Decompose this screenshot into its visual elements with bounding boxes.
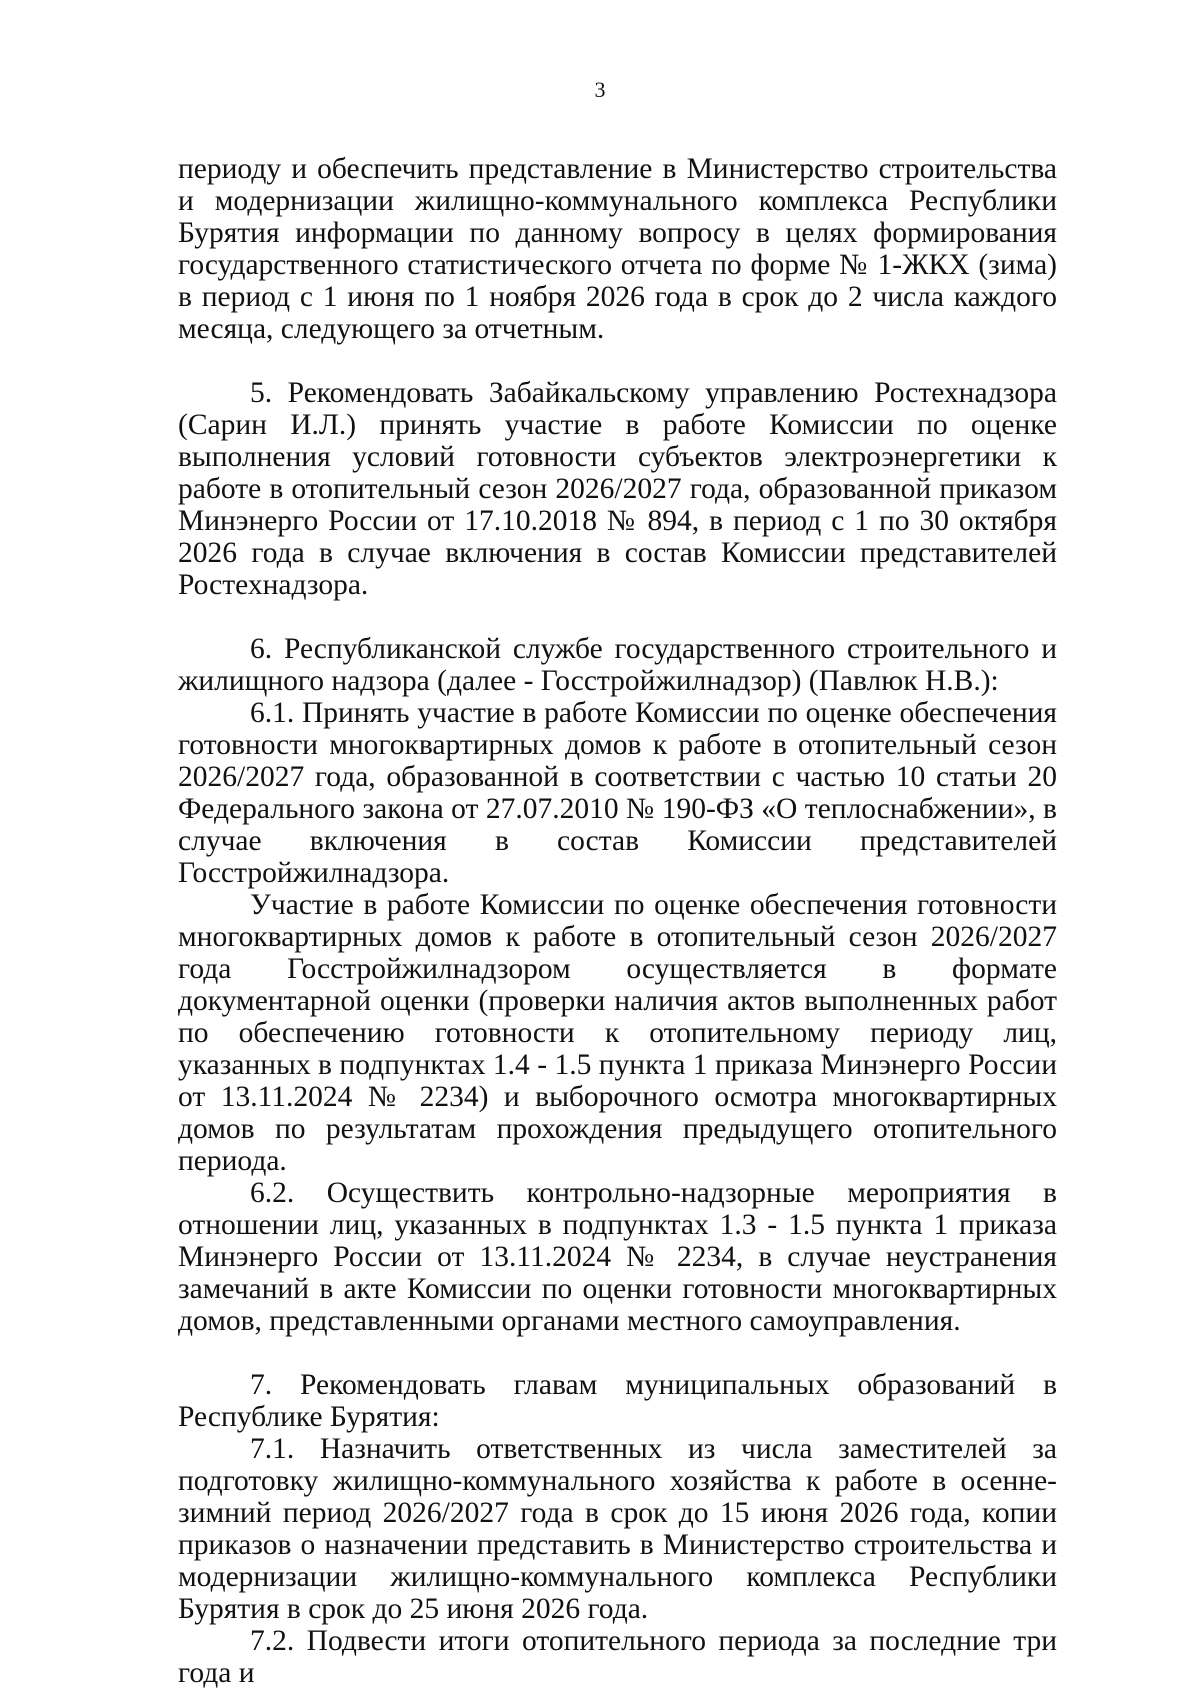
paragraph-item-7-2: 7.2. Подвести итоги отопительного периода за последние три года и <box>178 1625 1057 1689</box>
paragraph-item-6: 6. Республиканской службе государственного строительного и жилищного надзора (далее - Госстройжилнадзор) (Павлюк Н.В.): <box>178 633 1057 697</box>
paragraph-continuation: периоду и обеспечить представление в Министерство строительства и модернизации жилищно-коммунального комплекса Республики Бурятия информации по данному вопросу в целях формирования государственного статистического отчета по форме № 1-ЖКХ (зима) в период с 1 июня по 1 ноября 2026 года в срок до 2 числа каждого месяца, следующего за отчетным. <box>178 153 1057 345</box>
paragraph-item-6-2: 6.2. Осуществить контрольно-надзорные мероприятия в отношении лиц, указанных в подпунктах 1.3 - 1.5 пункта 1 приказа Минэнерго России от 13.11.2024 № 2234, в случае неустранения замечаний в акте Комиссии по оценки готовности многоквартирных домов, представленными органами местного самоуправления. <box>178 1177 1057 1337</box>
paragraph-item-7: 7. Рекомендовать главам муниципальных образований в Республике Бурятия: <box>178 1369 1057 1433</box>
page-number: 3 <box>594 77 606 102</box>
paragraph-item-7-1: 7.1. Назначить ответственных из числа заместителей за подготовку жилищно-коммунального хозяйства к работе в осенне-зимний период 2026/2027 года в срок до 15 июня 2026 года, копии приказов о назначении представить в Министерство строительства и модернизации жилищно-коммунального комплекса Республики Бурятия в срок до 25 июня 2026 года. <box>178 1433 1057 1625</box>
paragraph-item-5: 5. Рекомендовать Забайкальскому управлению Ростехнадзора (Сарин И.Л.) принять участие в работе Комиссии по оценке выполнения условий готовности субъектов электроэнергетики к работе в отопительный сезон 2026/2027 года, образованной приказом Минэнерго России от 17.10.2018 № 894, в период с 1 по 30 октября 2026 года в случае включения в состав Комиссии представителей Ростехнадзора. <box>178 377 1057 601</box>
paragraph-item-6-1: 6.1. Принять участие в работе Комиссии по оценке обеспечения готовности многоквартирных домов к работе в отопительный сезон 2026/2027 года, образованной в соответствии с частью 10 статьи 20 Федерального закона от 27.07.2010 № 190-ФЗ «О теплоснабжении», в случае включения в состав Комиссии представителей Госстройжилнадзора. <box>178 697 1057 889</box>
paragraph-item-6-1-participation: Участие в работе Комиссии по оценке обеспечения готовности многоквартирных домов к работе в отопительный сезон 2026/2027 года Госстройжилнадзором осуществляется в формате документарной оценки (проверки наличия актов выполненных работ по обеспечению готовности к отопительному периоду лиц, указанных в подпунктах 1.4 - 1.5 пункта 1 приказа Минэнерго России от 13.11.2024 № 2234) и выборочного осмотра многоквартирных домов по результатам прохождения предыдущего отопительного периода. <box>178 889 1057 1177</box>
document-body <box>178 153 1057 1689</box>
